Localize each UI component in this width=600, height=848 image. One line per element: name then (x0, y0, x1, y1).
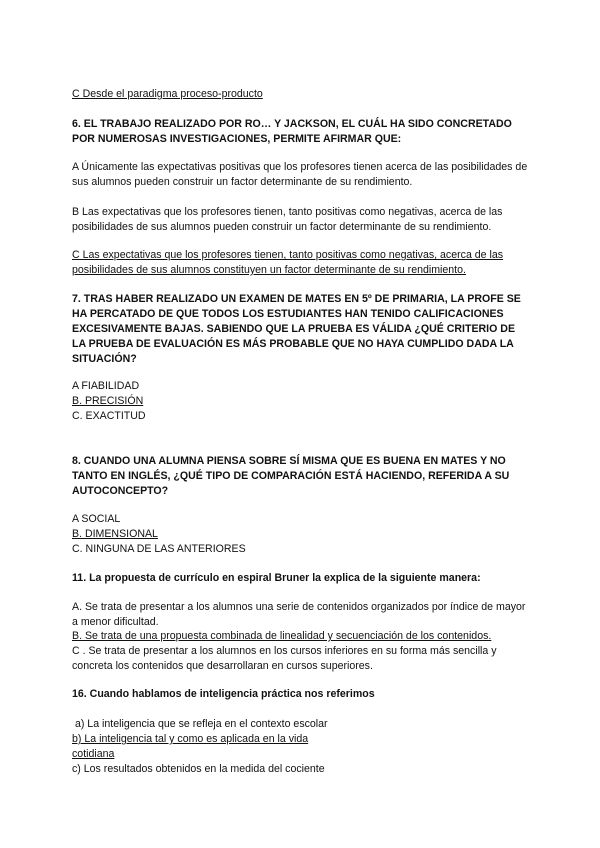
question-6-option-c: C Las expectativas que los profesores tienen, tanto positivas como negativas, acerca de las posibilidades de sus alumnos constituyen un factor determinante de su rendimiento. (72, 249, 504, 276)
question-8-option-b: B. DIMENSIONAL (72, 528, 158, 540)
question-11-option-b: B. Se trata de una propuesta combinada de linealidad y secuenciación de los contenidos. (72, 630, 492, 642)
question-7-option-c: C. EXACTITUD (72, 410, 146, 422)
question-8-option-a: A SOCIAL (72, 513, 121, 525)
question-7-option-a: A FIABILIDAD (72, 380, 140, 392)
question-8-heading: 8. CUANDO UNA ALUMNA PIENSA SOBRE SÍ MISMA QUE ES BUENA EN MATES Y NO TANTO EN INGLÉS, ¿QUÉ TIPO DE COMPARACIÓN ESTÁ HACIENDO, REFERIDA A SU AUTOCONCEPTO? (72, 455, 510, 497)
question-16-heading: 16. Cuando hablamos de inteligencia práctica nos referimos (72, 688, 375, 700)
question-6-option-b: B Las expectativas que los profesores tienen, tanto positivas como negativas, acerca de las posibilidades de sus alumnos pueden construir un factor determinante de su rendimiento. (72, 206, 503, 233)
question-8-option-c: C. NINGUNA DE LAS ANTERIORES (72, 543, 246, 555)
question-16-option-b-line2: cotidiana (72, 748, 115, 760)
question-6-heading: 6. EL TRABAJO REALIZADO POR RO… Y JACKSON, EL CUÁL HA SIDO CONCRETADO POR NUMEROSAS INVESTIGACIONES, PERMITE AFIRMAR QUE: (72, 118, 512, 145)
question-11-option-a: A. Se trata de presentar a los alumnos una serie de contenidos organizados por índice de mayor a menor dificultad. (72, 601, 526, 628)
question-11-heading: 11. La propuesta de currículo en espiral Bruner la explica de la siguiente manera: (72, 572, 481, 584)
question-7-option-b: B. PRECISIÓN (72, 395, 144, 407)
question-7-heading: 7. TRAS HABER REALIZADO UN EXAMEN DE MATES EN 5º DE PRIMARIA, LA PROFE SE HA PERCATADO DE QUE TODOS LOS ESTUDIANTES HAN TENIDO CALIFICACIONES EXCESIVAMENTE BAJAS. SABIENDO QUE LA PRUEBA ES VÁLIDA ¿QUÉ CRITERIO DE LA PRUEBA DE EVALUACIÓN ES MÁS PROBABLE QUE NO HAYA CUMPLIDO DADA LA SITUACIÓN? (72, 293, 521, 365)
question-6-option-a: A Únicamente las expectativas positivas que los profesores tienen acerca de las posibilidades de sus alumnos pueden construir un factor determinante de su rendimiento. (72, 161, 528, 188)
question-16-option-c: c) Los resultados obtenidos en la medida del cociente (72, 763, 325, 775)
question-16-option-a: a) La inteligencia que se refleja en el contexto escolar (72, 718, 328, 730)
question-16-option-b-line1: b) La inteligencia tal y como es aplicada en la vida (72, 733, 309, 745)
question-11-option-c: C . Se trata de presentar a los alumnos en los cursos inferiores en su forma más sencilla y concreta los contenidos que desarrollaran en cursos superiores. (72, 645, 497, 672)
intro-answer: C Desde el paradigma proceso-producto (72, 88, 263, 100)
